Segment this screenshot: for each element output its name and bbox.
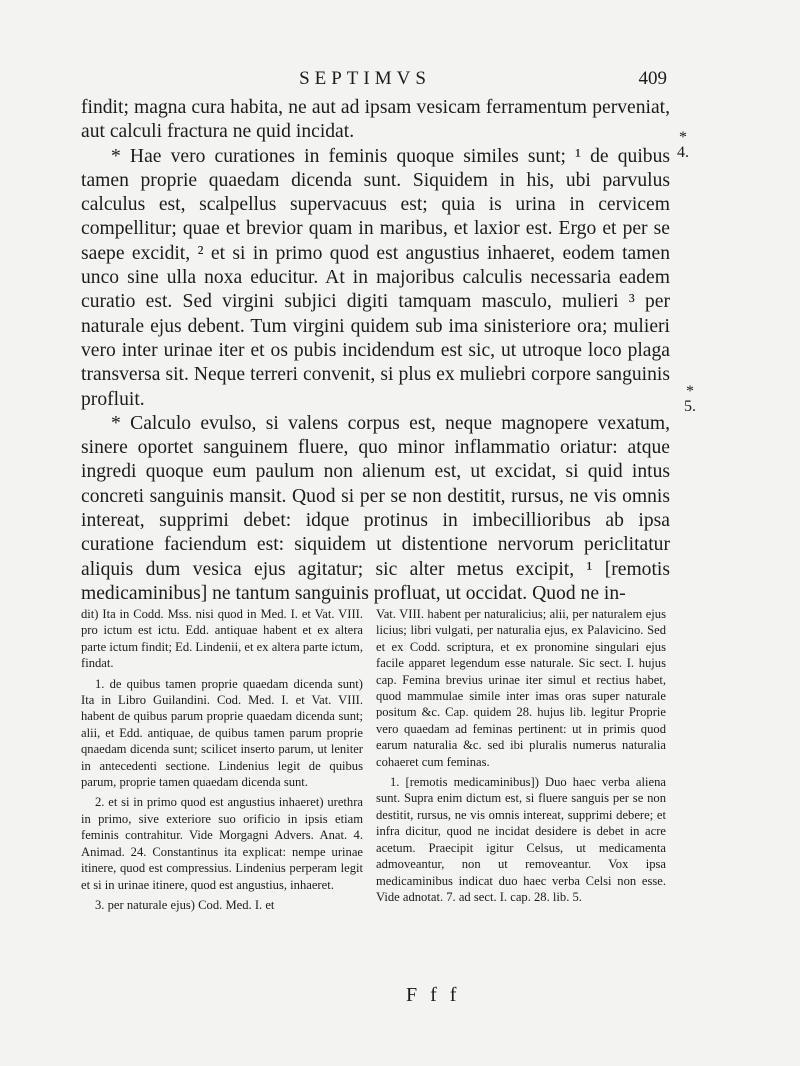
main-paragraph: findit; magna cura habita, ne aut ad ipsam vesicam ferramentum perveniat, aut calculi fractura ne quid incidat. (81, 97, 670, 143)
footnote: 1. de quibus tamen proprie quaedam dicenda sunt) Ita in Libro Guilandini. Cod. Med. I. et Vat. VIII. habent de quibus parum proprie quaedam dicenda sunt; alii, et Edd. antiquae, de quibus tamen parum proprie qnaedam dicenda sunt; scilicet inserto parum, ut leniter in antecedenti sectione. Lindenius legit de quibus parum, proprie tamen quaedam dicenda sunt. (81, 676, 363, 790)
footnote: 2. et si in primo quod est angustius inhaeret) urethra in primo, sive exteriore suo orificio in ipsis etiam feminis contrahitur. Vide Morgagni Advers. Anat. 4. Animad. 24. Constantinus ita explicat: nempe urinae itinere, quod est compressius. Lindenius perperam legit et si in urinae itinere, quod est angustius, inhaeret. (81, 795, 363, 892)
footnote: dit) Ita in Codd. Mss. nisi quod in Med. I. et Vat. VIII. pro ictum est ictu. Edd. antiquae habent et ex altera parte ictum findit; Ed. Lindenii, et ex altera parte ictum, findat. (81, 607, 363, 671)
footnote: Vat. VIII. habent per naturalicius; alii, per naturalem ejus licius; libri vulgati, per naturalia ejus, ex Palavicino. Sed et ex Codd. scriptura, et ex pronomine singulari ejus facile apparet legendum esse naturale. Sic sect. I. hujus cap. Femina brevius urinae iter simul et rectius habet, quod mammulae simile inter imas oras super naturale positum &c. Cap. quidem 28. hujus lib. legitur Proprie vero quaedam ad feminas pertinent: ut in primis quod earum naturalia &c. sed ibi pluralis numerus naturalia cohaeret cum feminas. (376, 607, 666, 769)
main-paragraph: * Calculo evulso, si valens corpus est, neque magnopere vexatum, sinere oportet sanguinem fluere, quo minor inflammatio oriatur: atque ingredi quoque eum paulum non alienum est, ut excidat, si quid intus concreti sanguinis mansit. Quod si per se non destitit, rursus, ne vis omnis intereat, supprimi debet: idque protinus in imbecillioribus ab ipsa curatione faciendum est: siquidem ut distentione nervorum periclitatur aliquis dum vesica ejus agitatur; sic alter metus excipit, ¹ [remotis medicaminibus] ne tantum sanguinis profluat, ut occidat. Quod ne in- (81, 412, 670, 604)
main-text (81, 96, 670, 606)
running-title: SEPTIMVS (299, 68, 431, 89)
page-number: 409 (638, 68, 667, 89)
footnote: 1. [remotis medicaminibus]) Duo haec verba aliena sunt. Supra enim dictum est, si fluere sanguis per se non destitit, rursus, ne vis omnis intereat, supprimi debere; et infra dicitur, quod ne incidat desidere is debet in acre acetum. Praecipit igitur Celsus, ut medicamenta admoveantur, non ut removeantur. Vox ipsa medicaminibus indicat duo haec verba Celsi non esse. Vide adnotat. 7. ad sect. I. cap. 28. lib. 5. (376, 775, 666, 904)
main-paragraph: * Hae vero curationes in feminis quoque similes sunt; ¹ de quibus tamen proprie quaedam dicenda sunt. Siquidem in his, ubi parvulus calculus est, scalpellus supervacuus est; quia is urina in cervicem compellitur; quae et brevior quam in maribus, et laxior est. Ergo et per se saepe excidit, ² et si in primo quod est angustius inhaeret, eodem tamen unco sine ulla noxa educitur. At in majoribus calculis necessaria eadem curatio est. Sed virgini subjici digiti tamquam masculo, mulieri ³ per naturale ejus debent. Tum virgini quidem sub ima sinisteriore ora; mulieri vero inter urinae iter et os pubis incidendum est sic, ut utroque loco plaga transversa sit. Neque terreri convenit, si plus ex muliebri corpore sanguinis profluit. (81, 145, 670, 410)
page-header (0, 66, 800, 96)
footnote: 3. per naturale ejus) Cod. Med. I. et (95, 897, 275, 912)
margin-section-mark: * 4. (677, 129, 689, 161)
margin-section-mark: * 5. (684, 383, 696, 415)
signature-mark: F f f (406, 984, 461, 1006)
footnotes-right-column (376, 606, 666, 909)
footnotes-left-column (81, 606, 363, 917)
